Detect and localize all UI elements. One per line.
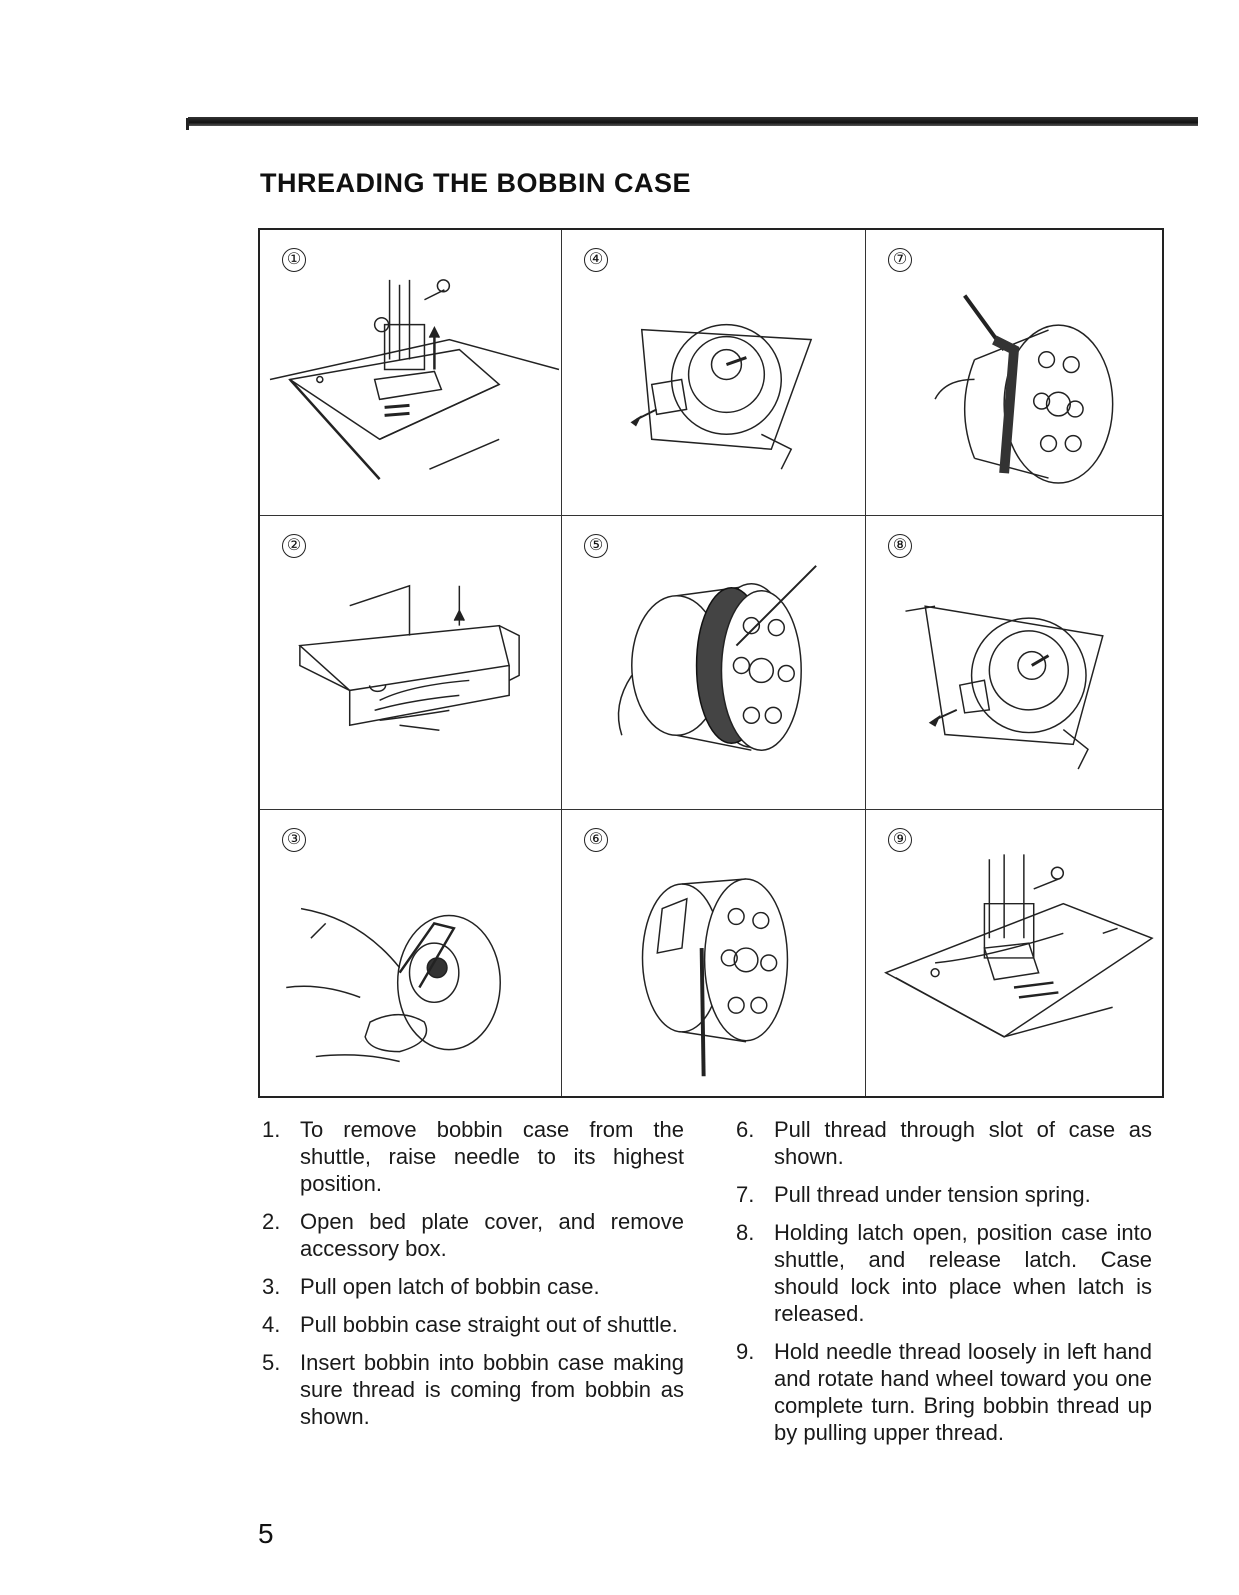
- illustration-grid: [258, 228, 1164, 1098]
- step-number: 2.: [262, 1209, 281, 1234]
- figure-2: [260, 516, 562, 810]
- figure-6: [562, 810, 866, 1096]
- steps-list-left: [262, 1116, 684, 1441]
- figure-number: ⑥: [584, 828, 608, 852]
- step-item: [736, 1181, 1152, 1208]
- step-number: 8.: [736, 1220, 755, 1245]
- step-item: [736, 1338, 1152, 1446]
- figure-number: ②: [282, 534, 306, 558]
- step-number: 9.: [736, 1339, 755, 1364]
- figure-number: ⑤: [584, 534, 608, 558]
- figure-number: ⑦: [888, 248, 912, 272]
- step-item: [262, 1349, 684, 1430]
- bobbin-case-latch-icon: [260, 810, 561, 1096]
- step-item: [262, 1273, 684, 1300]
- step-number: 3.: [262, 1274, 281, 1299]
- step-text: Open bed plate cover, and remove accessory box.: [300, 1209, 684, 1261]
- step-number: 7.: [736, 1182, 755, 1207]
- figure-4: [562, 230, 866, 516]
- top-rule: [188, 117, 1198, 126]
- figure-number: ⑧: [888, 534, 912, 558]
- step-number: 5.: [262, 1350, 281, 1375]
- figure-number: ④: [584, 248, 608, 272]
- step-text: To remove bobbin case from the shuttle, raise needle to its highest position.: [300, 1117, 684, 1196]
- steps-list-right: [736, 1116, 1152, 1457]
- figure-1: [260, 230, 562, 516]
- figure-5: [562, 516, 866, 810]
- bobbin-case-tension-spring-icon: [562, 810, 865, 1096]
- rule-tick: [186, 118, 189, 130]
- step-item: [262, 1208, 684, 1262]
- figure-number: ①: [282, 248, 306, 272]
- step-number: 4.: [262, 1312, 281, 1337]
- step-text: Hold needle thread loosely in left hand and rotate hand wheel toward you one complete turn. Bring bobbin thread up by pulling upper thread.: [774, 1339, 1152, 1445]
- step-item: [262, 1311, 684, 1338]
- bobbin-case-thread-slot-icon: [866, 230, 1162, 515]
- step-text: Pull open latch of bobbin case.: [300, 1274, 600, 1299]
- bobbin-case-in-shuttle-icon: [562, 230, 865, 515]
- step-number: 1.: [262, 1117, 281, 1142]
- step-text: Holding latch open, position case into shuttle, and release latch. Case should lock into place when latch is released.: [774, 1220, 1152, 1326]
- figure-9: [866, 810, 1162, 1096]
- sewing-machine-needle-icon: [260, 230, 561, 515]
- figure-8: [866, 516, 1162, 810]
- step-item: [736, 1219, 1152, 1327]
- page-title: THREADING THE BOBBIN CASE: [260, 168, 692, 198]
- page-number: 5: [258, 1518, 274, 1549]
- step-item: [736, 1116, 1152, 1170]
- step-number: 6.: [736, 1117, 755, 1142]
- figure-number: ③: [282, 828, 306, 852]
- step-text: Pull thread under tension spring.: [774, 1182, 1091, 1207]
- figure-number: ⑨: [888, 828, 912, 852]
- step-item: [262, 1116, 684, 1197]
- presser-foot-thread-icon: [866, 810, 1162, 1096]
- step-text: Insert bobbin into bobbin case making sure thread is coming from bobbin as shown.: [300, 1350, 684, 1429]
- bed-plate-cover-open-icon: [260, 516, 561, 809]
- step-text: Pull bobbin case straight out of shuttle.: [300, 1312, 678, 1337]
- bobbin-case-into-shuttle-icon: [866, 516, 1162, 809]
- step-text: Pull thread through slot of case as shown.: [774, 1117, 1152, 1169]
- figure-3: [260, 810, 562, 1096]
- bobbin-insert-icon: [562, 516, 865, 809]
- figure-7: [866, 230, 1162, 516]
